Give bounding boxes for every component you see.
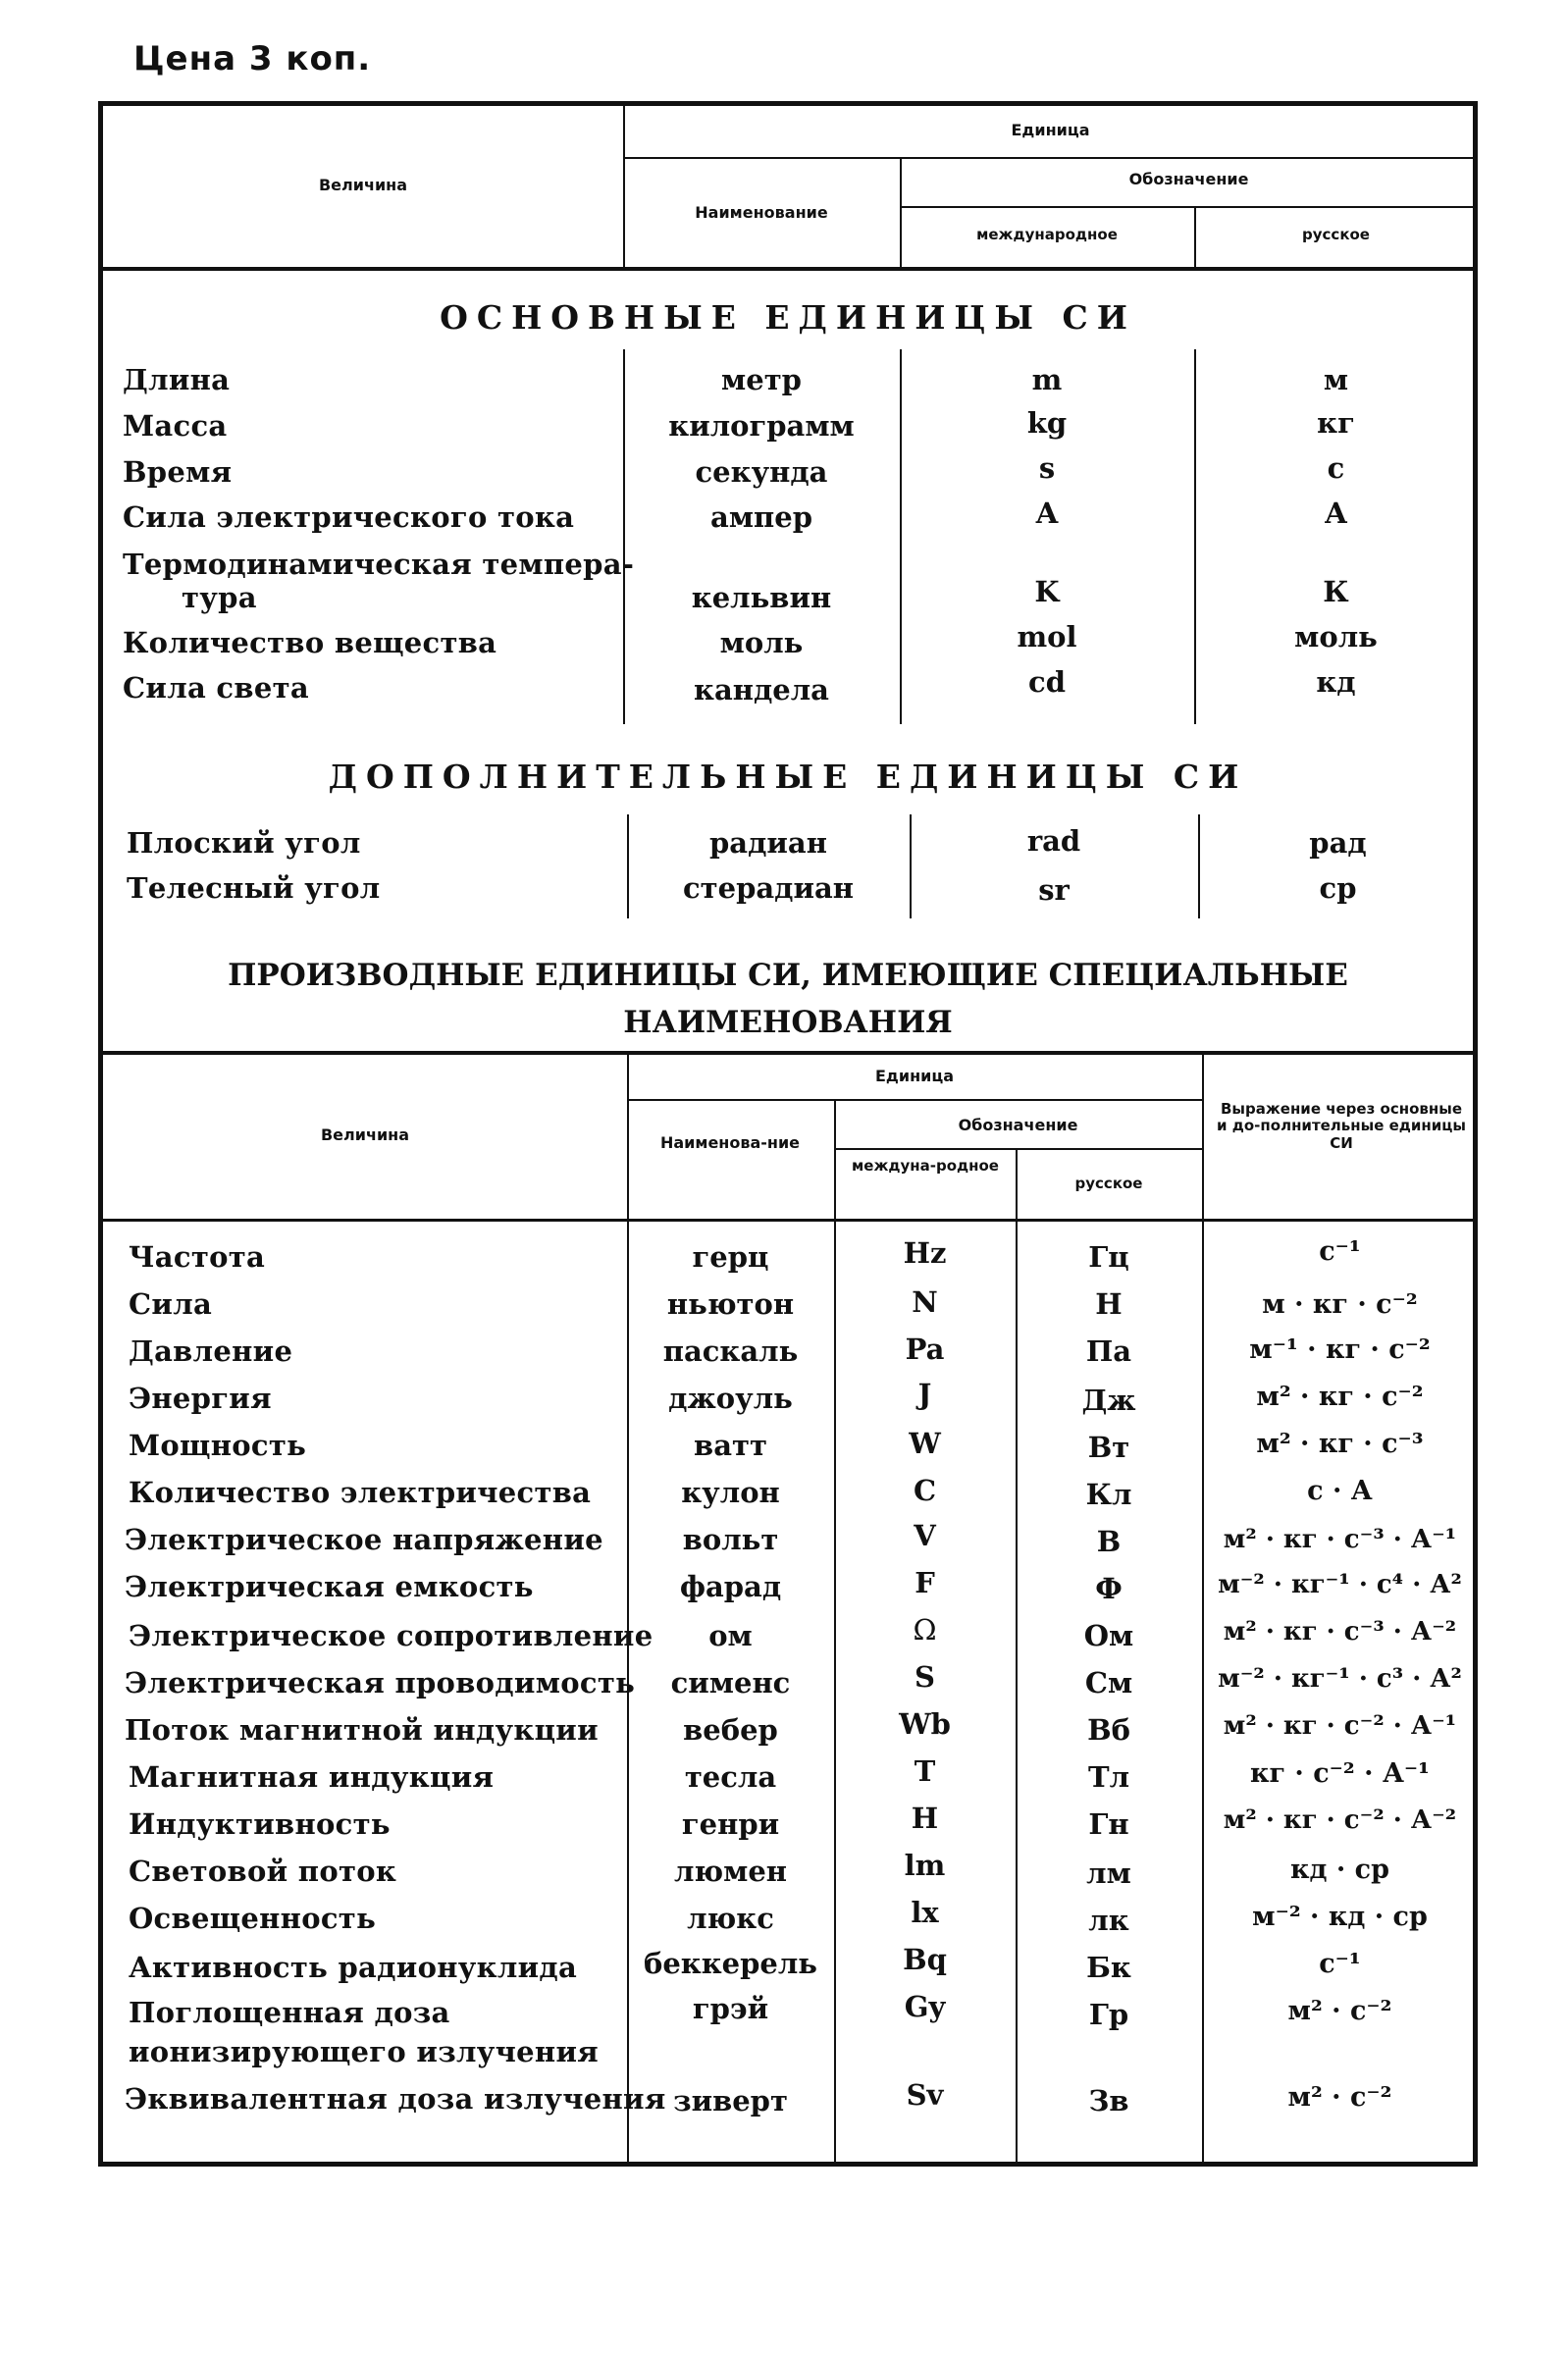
derived-quantity: Частота [129,1240,266,1274]
supp-rus: рад [1309,826,1367,860]
header1-international: международное [976,226,1118,243]
derived-intl: N [912,1285,938,1319]
header2-russian: русское [1074,1175,1143,1192]
derived-quantity: Световой поток [129,1855,397,1888]
derived-expr: м · кг · с⁻² [1262,1289,1418,1320]
header2-international: междуна-родное [852,1157,999,1175]
derived-expr: м² · кг · с⁻³ · А⁻² [1223,1617,1457,1647]
base-rus: м [1323,363,1349,396]
derived-unit-name: кулон [681,1476,780,1509]
base-rus: кд [1316,665,1356,699]
base-units-title: ОСНОВНЫЕ ЕДИНИЦЫ СИ [440,298,1136,337]
header2-top-line [103,1051,1478,1055]
derived-unit-name: сименс [670,1666,791,1699]
derived-expr: м⁻¹ · кг · с⁻² [1249,1334,1431,1365]
base-quantity: Сила света [123,671,309,705]
derived-unit-name: зиверт [673,2084,788,2118]
header2-designation: Обозначение [958,1116,1078,1134]
derived-rus: Дж [1081,1384,1136,1417]
derived-rus: В [1096,1525,1122,1558]
derived-expr: с⁻¹ [1319,1949,1361,1979]
derived-quantity: Электрическая проводимость [125,1666,636,1699]
derived-quantity: Индуктивность [129,1807,391,1841]
base-unit-name: секунда [695,455,828,489]
derived-unit-name: фарад [679,1570,782,1603]
derived-rus: См [1084,1666,1133,1699]
price-label: Цена 3 коп. [133,39,372,78]
header1-bottom-line [103,267,1478,271]
derived-quantity: Электрическая емкость [125,1570,534,1603]
derived-intl: H [911,1802,939,1835]
derived-rus: Н [1095,1287,1123,1321]
derived-intl: V [914,1519,936,1552]
derived-rus: лм [1086,1856,1131,1890]
base-intl: mol [1017,620,1077,654]
derived-rus: Гр [1088,1998,1129,2031]
derived-unit-name: джоуль [668,1382,793,1415]
base-quantity: Время [123,455,233,489]
derived-unit-name: беккерель [644,1947,817,1980]
derived-intl: J [917,1378,932,1411]
si-units-table [98,101,1478,2167]
base-unit-name: моль [719,626,804,659]
base-intl: K [1034,575,1060,608]
derived-rus: Вт [1087,1431,1130,1464]
base-unit-name: ампер [710,500,812,534]
base-unit-name: кельвин [691,581,832,614]
derived-expr: с · А [1307,1476,1373,1506]
derived-title-line2: НАИМЕНОВАНИЯ [623,1005,953,1040]
derived-expr: м² · кг · с⁻² [1256,1382,1424,1412]
derived-quantity: Энергия [129,1382,272,1415]
derived-intl: lm [904,1849,946,1882]
derived-expr: кг · с⁻² · А⁻¹ [1249,1758,1431,1789]
derived-quantity: Электрическое напряжение [125,1523,603,1556]
derived-rus: Кл [1085,1478,1132,1511]
header1-designation: Обозначение [1128,170,1249,188]
derived-intl: T [914,1754,936,1788]
derived-intl: Sv [906,2078,944,2112]
derived-expr: м² · кг · с⁻³ [1256,1429,1424,1459]
derived-rus: Ом [1083,1619,1134,1652]
base-unit-name: кандела [694,673,829,706]
supp-intl: rad [1026,824,1081,858]
derived-intl: Ω [913,1613,937,1647]
derived-unit-name: ньютон [666,1287,795,1321]
supp-quantity: Плоский угол [127,826,361,860]
base-quantity: Масса [123,409,228,443]
derived-quantity-cont: ионизирующего излучения [129,2035,599,2068]
header1-line-designation [900,206,1478,208]
derived-rus: Тл [1087,1760,1130,1794]
derived-expr: м² · с⁻² [1287,1996,1392,2026]
base-intl: A [1035,497,1059,530]
derived-unit-name: герц [692,1240,769,1274]
header2-line-designation [834,1148,1204,1150]
derived-expr: м⁻² · кг⁻¹ · с³ · А² [1218,1664,1462,1694]
derived-quantity: Эквивалентная доза излучения [125,2082,666,2116]
derived-expr: м² · кг · с⁻² · А⁻¹ [1223,1711,1457,1741]
derived-rus: Бк [1086,1951,1131,1984]
derived-intl: S [915,1660,935,1694]
derived-title-line1: ПРОИЗВОДНЫЕ ЕДИНИЦЫ СИ, ИМЕЮЩИЕ СПЕЦИАЛЬНЫЕ [228,958,1348,993]
derived-quantity: Мощность [129,1429,307,1462]
derived-unit-name: люмен [673,1855,788,1888]
derived-unit-name: ватт [694,1429,767,1462]
header2-line-unit [627,1099,1204,1101]
derived-quantity: Поток магнитной индукции [125,1713,599,1747]
derived-rus: Зв [1088,2084,1129,2118]
derived-quantity: Освещенность [129,1902,377,1935]
derived-intl: W [909,1427,941,1460]
derived-quantity: Сила [129,1287,213,1321]
derived-quantity: Давление [129,1334,293,1368]
base-intl: kg [1026,406,1068,440]
derived-rus: Ф [1095,1572,1123,1605]
derived-intl: Bq [903,1943,947,1976]
base-quantity-cont: тура [182,581,257,614]
derived-intl: F [915,1566,935,1599]
derived-quantity: Активность радионуклида [129,1951,578,1984]
derived-unit-name: генри [681,1807,780,1841]
header2-expression: Выражение через основные и до-полнительные единицы СИ [1217,1100,1466,1152]
derived-rus: Па [1085,1334,1132,1368]
supp-quantity: Телесный угол [127,871,381,905]
base-intl: cd [1028,665,1066,699]
header1-quantity: Величина [318,176,408,194]
supp-unit-name: стерадиан [683,871,854,905]
derived-expr: м² · с⁻² [1287,2082,1392,2113]
derived-rus: лк [1088,1904,1129,1937]
derived-quantity: Поглощенная доза [129,1996,450,2029]
base-unit-name: килограмм [668,409,855,443]
supp-units-title: ДОПОЛНИТЕЛЬНЫЕ ЕДИНИЦЫ СИ [328,758,1248,796]
base-rus: кг [1317,406,1355,440]
header1-line-unit [623,157,1478,159]
derived-intl: Pa [905,1333,945,1366]
derived-expr: с⁻¹ [1319,1236,1361,1267]
base-intl: m [1031,363,1063,396]
base-rus: моль [1294,620,1378,654]
derived-expr: кд · ср [1289,1855,1389,1885]
derived-quantity: Количество электричества [129,1476,592,1509]
derived-intl: C [913,1474,937,1507]
base-quantity: Сила электрического тока [123,500,575,534]
derived-rus: Гн [1088,1807,1129,1841]
derived-rus: Вб [1087,1713,1130,1747]
derived-quantity: Электрическое сопротивление [129,1619,653,1652]
derived-intl: Wb [899,1707,951,1741]
base-rus: А [1324,497,1348,530]
derived-unit-name: люкс [687,1902,774,1935]
header2-quantity: Величина [320,1125,410,1144]
derived-unit-name: вебер [683,1713,778,1747]
supp-rus: ср [1319,871,1357,905]
derived-rus: Гц [1088,1240,1129,1274]
header2-bottom-line [103,1219,1478,1222]
base-rus: с [1327,451,1345,485]
derived-unit-name: грэй [692,1992,769,2025]
derived-expr: м⁻² · кд · ср [1252,1902,1428,1932]
base-quantity: Термодинамическая темпера- [123,548,635,581]
base-rus: К [1323,575,1349,608]
derived-intl: lx [911,1896,939,1929]
derived-unit-name: тесла [684,1760,777,1794]
header1-name: Наименование [695,203,828,222]
derived-expr: м⁻² · кг⁻¹ · с⁴ · А² [1218,1570,1462,1599]
derived-unit-name: паскаль [662,1334,799,1368]
header1-russian: русское [1302,226,1370,243]
supp-intl: sr [1038,873,1070,907]
base-quantity: Количество вещества [123,626,497,659]
derived-intl: Gy [904,1990,946,2023]
derived-quantity: Магнитная индукция [129,1760,495,1794]
derived-expr: м² · кг · с⁻² · А⁻² [1223,1805,1457,1835]
header2-name: Наименова-ние [659,1133,801,1152]
base-vline-1 [623,349,625,724]
derived-intl: Hz [903,1236,947,1270]
derived-unit-name: ом [708,1619,753,1652]
derived-unit-name: вольт [682,1523,779,1556]
supp-unit-name: радиан [709,826,827,860]
header2-unit: Единица [875,1067,954,1085]
base-intl: s [1038,451,1056,485]
header1-unit: Единица [1011,121,1090,139]
derived-expr: м² · кг · с⁻³ · А⁻¹ [1223,1525,1457,1554]
base-unit-name: метр [721,363,802,396]
base-quantity: Длина [123,363,231,396]
